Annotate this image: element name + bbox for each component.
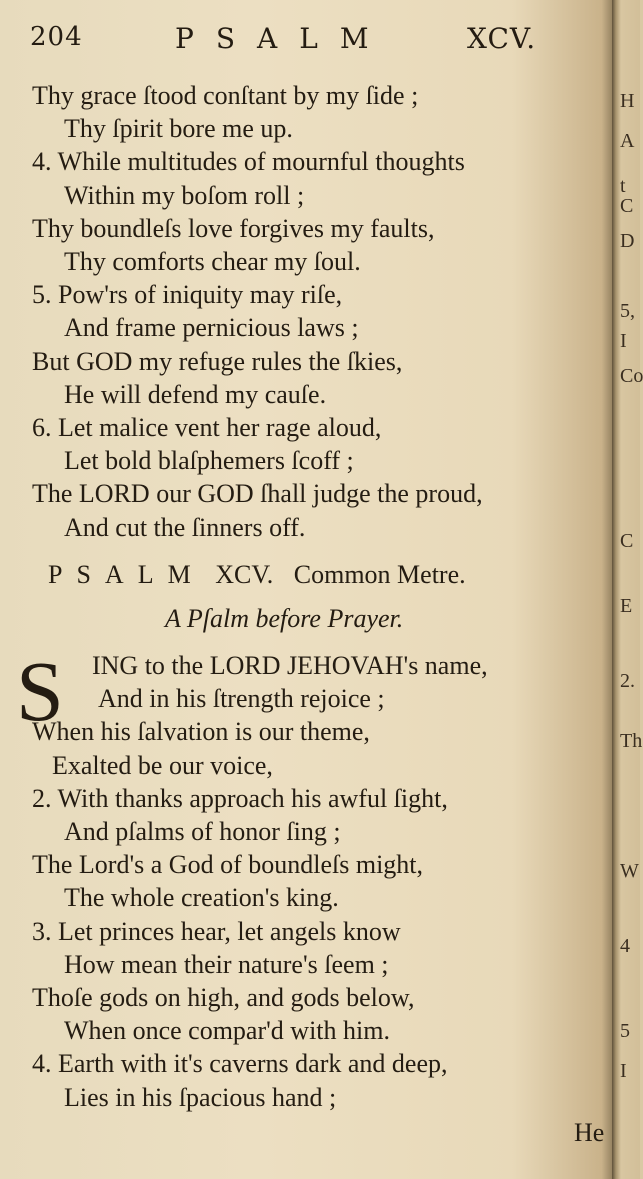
adjacent-page-fragment: H (620, 90, 635, 112)
psalm-heading-metre: Common Metre. (293, 560, 466, 589)
adjacent-page-fragment: 4 (620, 935, 630, 957)
psalm-subtitle: A Pſalm before Prayer. (165, 604, 404, 633)
verse-line: 4. While multitudes of mournful thoughts (32, 147, 465, 177)
verse-line: When his ſalvation is our theme, (32, 717, 370, 747)
verse-line: Thoſe gods on high, and gods below, (32, 983, 415, 1012)
running-header (30, 18, 600, 62)
page-gutter (612, 0, 643, 1179)
verse-line: 5. Pow'rs of iniquity may riſe, (32, 280, 343, 310)
adjacent-page-fragment: I (620, 1060, 627, 1082)
verse-line: Thy ſpirit bore me up. (64, 114, 293, 144)
adjacent-page-fragment: E (620, 595, 633, 617)
adjacent-page-fragment: 2. (620, 670, 635, 692)
verse-line: He will defend my cauſe. (64, 379, 327, 409)
verse-line: And frame pernicious laws ; (64, 313, 359, 343)
verse-line: Lies in his ſpacious hand ; (64, 1082, 337, 1112)
adjacent-page-fragment: W (620, 860, 639, 882)
verse-line: And in his ſtrength rejoice ; (98, 684, 385, 714)
verse-line: Thy boundleſs love forgives my faults, (32, 213, 435, 243)
verse-line: And pſalms of honor ſing ; (64, 817, 341, 846)
verse-line: Let bold blaſphemers ſcoff ; (64, 446, 354, 476)
verse-line: And cut the ſinners off. (64, 512, 306, 542)
adjacent-page-fragment: D (620, 230, 635, 252)
verse-line: 4. Earth with it's caverns dark and deep, (32, 1049, 448, 1079)
running-psalm-number: XCV. (467, 22, 537, 55)
running-title: PSALM (175, 22, 391, 55)
adjacent-page-fragment: 5, (620, 300, 635, 322)
adjacent-page-fragment: Th (620, 730, 643, 752)
verse-line: 2. With thanks approach his awful ſight, (32, 783, 448, 813)
verse-line: The whole creation's king. (64, 883, 339, 913)
verse-line: But GOD my refuge rules the ſkies, (32, 346, 403, 376)
verse-line: 3. Let princes hear, let angels know (32, 916, 401, 946)
page-number: 204 (30, 22, 83, 52)
adjacent-page-fragment: Co (620, 365, 643, 387)
catchword: He (574, 1118, 605, 1147)
verse-line: The LORD our GOD ſhall judge the proud, (32, 479, 483, 509)
adjacent-page-fragment: 5 (620, 1020, 630, 1042)
verse-line: 6. Let malice vent her rage aloud, (32, 413, 382, 442)
verse-line: Thy comforts chear my ſoul. (64, 247, 361, 276)
verse-line: Within my boſom roll ; (64, 180, 305, 210)
verse-line: The Lord's a God of boundleſs might, (32, 850, 424, 880)
verse-line: ING to the LORD JEHOVAH's name, (92, 651, 488, 680)
adjacent-page-fragment: C (620, 195, 634, 217)
psalm-heading-title: PSALM (48, 560, 205, 589)
verse-line: Exalted be our voice, (52, 750, 273, 780)
adjacent-page-fragment: I (620, 330, 627, 352)
psalm-heading-number: XCV. (215, 560, 274, 589)
drop-cap: S (16, 643, 64, 739)
verse-line: Thy grace ſtood conſtant by my ſide ; (32, 81, 419, 110)
psalm-heading (48, 560, 466, 590)
verse-line: When once compar'd with him. (64, 1016, 390, 1046)
adjacent-page-fragment: t (620, 175, 626, 197)
adjacent-page-fragment: A (620, 130, 635, 152)
verse-line: How mean their nature's ſeem ; (64, 949, 389, 979)
adjacent-page-fragment: C (620, 530, 634, 552)
